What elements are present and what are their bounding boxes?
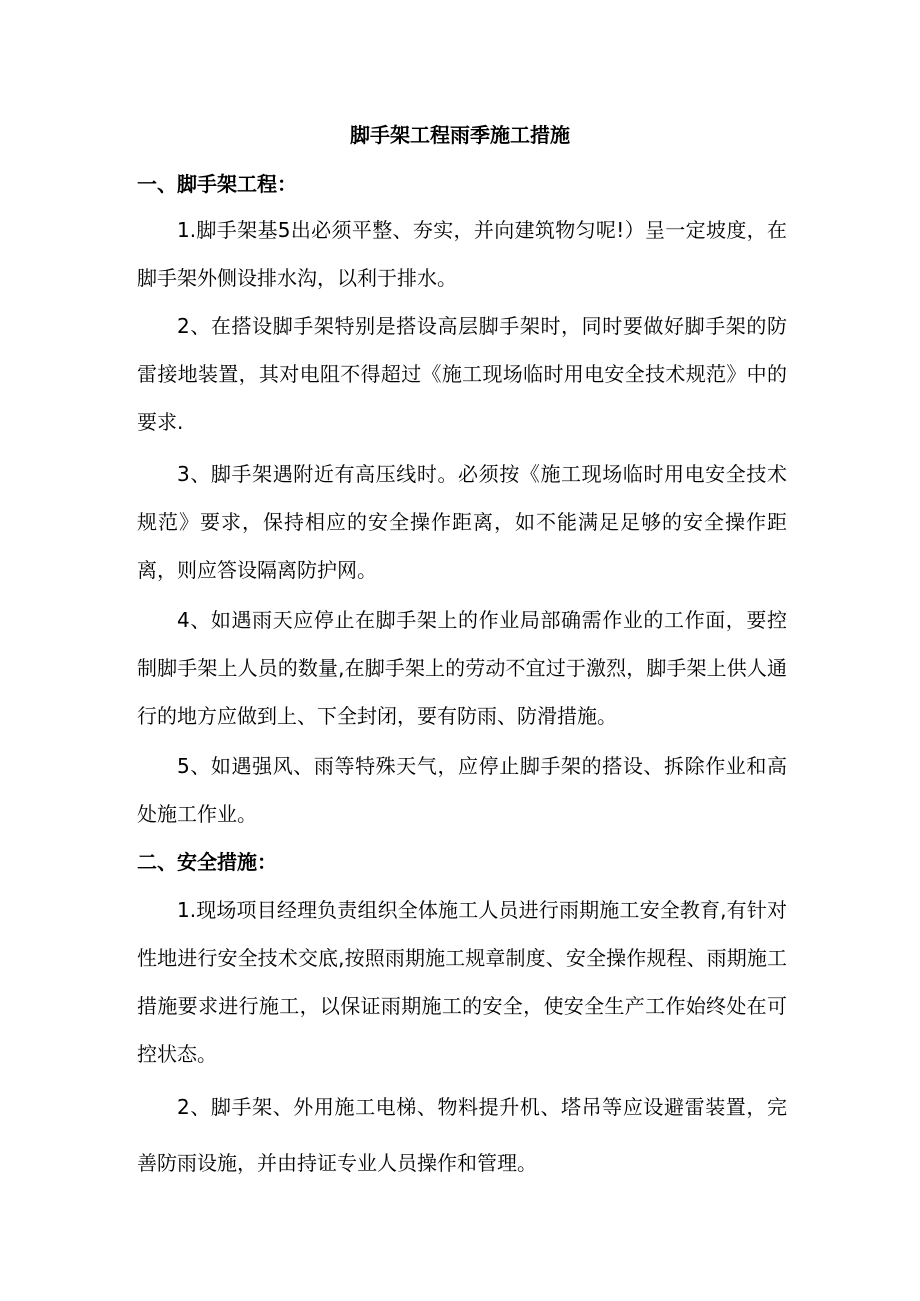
paragraph-scaffolding-4: 4、如遇雨天应停止在脚手架上的作业局部确需作业的工作面，要控制脚手架上人员的数量,在脚手架上的劳动不宜过于激烈，脚手架上供人通行的地方应做到上、下全封闭，要有防雨、防滑措施。 bbox=[137, 608, 787, 728]
paragraph-scaffolding-1: 1.脚手架基5出必须平整、夯实，并向建筑物匀呢!）呈一定坡度，在脚手架外侧设排水沟，以利于排水。 bbox=[137, 218, 787, 290]
paragraph-scaffolding-3: 3、脚手架遇附近有高压线时。必须按《施工现场临时用电安全技术规范》要求，保持相应的安全操作距离，如不能满足足够的安全操作距离，则应答设隔离防护网。 bbox=[137, 462, 787, 582]
paragraph-scaffolding-5: 5、如遇强风、雨等特殊天气，应停止脚手架的搭设、拆除作业和高处施工作业。 bbox=[137, 754, 787, 826]
document-title: 脚手架工程雨季施工措施 bbox=[350, 123, 570, 147]
paragraph-safety-2: 2、脚手架、外用施工电梯、物料提升机、塔吊等应设避雷装置，完善防雨设施，并由持证专业人员操作和管理。 bbox=[137, 1095, 787, 1175]
paragraph-safety-1: 1.现场项目经理负责组织全体施工人员进行雨期施工安全教育,有针对性地进行安全技术交底,按照雨期施工规章制度、安全操作规程、雨期施工措施要求进行施工，以保证雨期施工的安全，使安全生产工作始终处在可控状态。 bbox=[137, 898, 787, 1066]
section-heading-scaffolding: 一、脚手架工程： bbox=[137, 172, 297, 196]
paragraph-scaffolding-2: 2、在搭设脚手架特别是搭设高层脚手架时，同时要做好脚手架的防雷接地装置，其对电阻不得超过《施工现场临时用电安全技术规范》中的要求. bbox=[137, 314, 787, 434]
section-heading-safety: 二、安全措施： bbox=[137, 850, 277, 874]
